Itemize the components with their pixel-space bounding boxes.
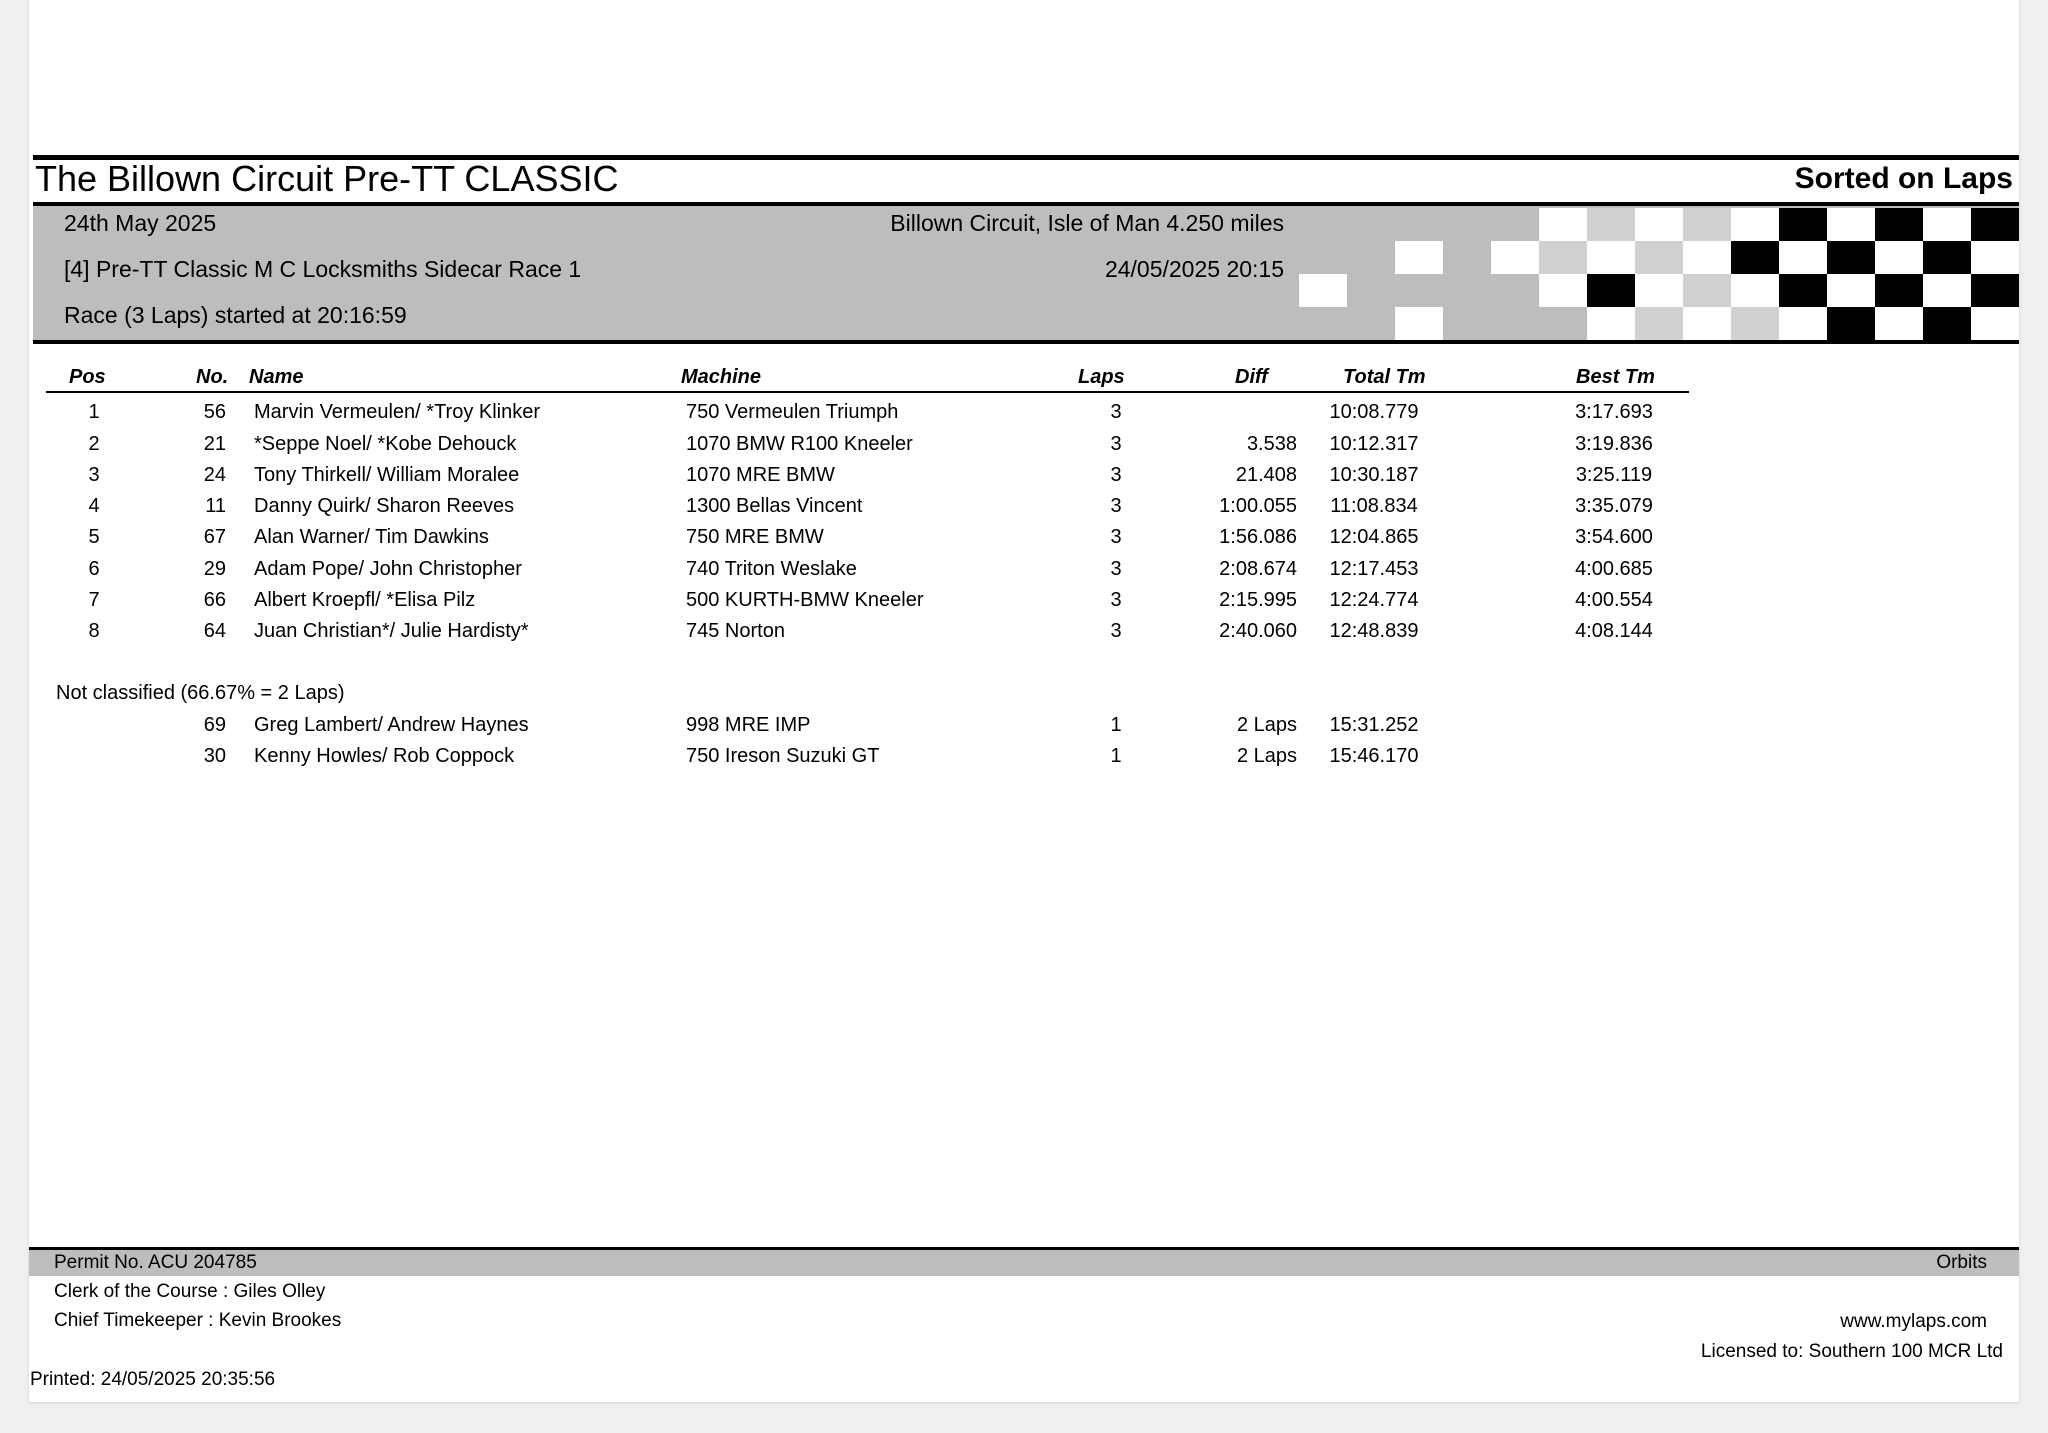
cell-total: 10:08.779 (1329, 401, 1419, 423)
flag-square (1731, 274, 1779, 307)
flag-square (1923, 208, 1971, 241)
col-header-no: No. (196, 366, 229, 388)
cell-pos: 8 (88, 620, 100, 642)
cell-total: 12:48.839 (1329, 620, 1419, 642)
cell-total: 10:12.317 (1329, 433, 1419, 455)
flag-square (1971, 307, 2019, 340)
flag-square (1827, 307, 1875, 340)
col-header-best: Best Tm (1576, 366, 1655, 388)
flag-square (1827, 208, 1875, 241)
flag-square (1683, 241, 1731, 274)
cell-no: 29 (203, 558, 226, 580)
cell-diff: 2 Laps (1236, 714, 1297, 736)
cell-machine: 750 Ireson Suzuki GT (686, 745, 880, 767)
cell-total: 10:30.187 (1329, 464, 1419, 486)
flag-square (1779, 307, 1827, 340)
flag-square (1731, 307, 1779, 340)
cell-pos: 5 (88, 526, 100, 548)
col-header-pos: Pos (69, 366, 106, 388)
cell-name: Juan Christian*/ Julie Hardisty* (254, 620, 529, 642)
cell-machine: 998 MRE IMP (686, 714, 811, 736)
result-row (29, 433, 1729, 464)
cell-laps: 3 (1110, 401, 1122, 423)
cell-no: 66 (203, 589, 226, 611)
result-row (29, 558, 1729, 589)
cell-best: 3:19.836 (1575, 433, 1653, 455)
col-header-machine: Machine (681, 366, 762, 388)
website-link[interactable]: www.mylaps.com (1840, 1311, 1987, 1332)
cell-laps: 1 (1110, 714, 1122, 736)
cell-laps: 3 (1110, 558, 1122, 580)
cell-pos: 7 (88, 589, 100, 611)
cell-machine: 1300 Bellas Vincent (686, 495, 863, 517)
cell-best: 3:17.693 (1575, 401, 1653, 423)
flag-square (1683, 274, 1731, 307)
flag-square (1635, 241, 1683, 274)
result-row (29, 589, 1729, 620)
cell-no: 30 (203, 745, 226, 767)
cell-name: Tony Thirkell/ William Moralee (254, 464, 520, 486)
flag-square (1299, 274, 1347, 307)
cell-laps: 3 (1110, 433, 1122, 455)
flag-square (1587, 208, 1635, 241)
flag-square (1683, 307, 1731, 340)
cell-laps: 3 (1110, 495, 1122, 517)
cell-diff: 2:08.674 (1219, 558, 1297, 580)
circuit-info: Billown Circuit, Isle of Man 4.250 miles (890, 210, 1284, 236)
flag-square (1779, 208, 1827, 241)
flag-square (1875, 241, 1923, 274)
cell-machine: 745 Norton (686, 620, 785, 642)
result-row (29, 620, 1729, 651)
race-name: [4] Pre-TT Classic M C Locksmiths Sidecar Race 1 (64, 256, 582, 282)
cell-best: 4:08.144 (1575, 620, 1653, 642)
flag-square (1635, 274, 1683, 307)
cell-diff: 2:15.995 (1219, 589, 1297, 611)
cell-machine: 740 Triton Weslake (686, 558, 857, 580)
race-datetime: 24/05/2025 20:15 (1104, 256, 1284, 282)
flag-square (1539, 208, 1587, 241)
col-header-name: Name (249, 366, 304, 388)
cell-total: 15:46.170 (1329, 745, 1419, 767)
clerk-of-course: Clerk of the Course : Giles Olley (54, 1281, 326, 1302)
permit-number: Permit No. ACU 204785 (54, 1252, 257, 1273)
flag-square (1827, 241, 1875, 274)
flag-square (1491, 241, 1539, 274)
checkered-flag-graphic (1299, 206, 2019, 340)
cell-laps: 3 (1110, 526, 1122, 548)
cell-pos: 1 (88, 401, 100, 423)
cell-diff: 1:56.086 (1219, 526, 1297, 548)
results-sheet (29, 0, 2019, 1402)
flag-square (1539, 274, 1587, 307)
cell-pos: 6 (88, 558, 100, 580)
footer-band (29, 1250, 2019, 1276)
cell-laps: 3 (1110, 589, 1122, 611)
col-header-total: Total Tm (1343, 366, 1426, 388)
cell-best: 4:00.554 (1575, 589, 1653, 611)
flag-square (1971, 274, 2019, 307)
cell-no: 69 (203, 714, 226, 736)
cell-best: 3:25.119 (1575, 464, 1653, 486)
cell-no: 24 (203, 464, 226, 486)
race-date: 24th May 2025 (64, 210, 217, 236)
flag-square (1395, 241, 1443, 274)
flag-square (1731, 241, 1779, 274)
cell-pos: 4 (88, 495, 100, 517)
not-classified-label: Not classified (66.67% = 2 Laps) (56, 682, 345, 704)
cell-no: 64 (203, 620, 226, 642)
flag-square (1971, 241, 2019, 274)
cell-total: 15:31.252 (1329, 714, 1419, 736)
cell-name: Albert Kroepfl/ *Elisa Pilz (254, 589, 476, 611)
cell-diff: 3.538 (1246, 433, 1297, 455)
flag-square (1587, 307, 1635, 340)
cell-best: 4:00.685 (1575, 558, 1653, 580)
result-row (29, 495, 1729, 526)
col-header-diff: Diff (1235, 366, 1268, 388)
cell-diff: 1:00.055 (1219, 495, 1297, 517)
flag-square (1875, 307, 1923, 340)
cell-name: *Seppe Noel/ *Kobe Dehouck (254, 433, 517, 455)
cell-name: Marvin Vermeulen/ *Troy Klinker (254, 401, 541, 423)
sort-label: Sorted on Laps (1794, 162, 2013, 195)
flag-square (1587, 274, 1635, 307)
licensed-to: Licensed to: Southern 100 MCR Ltd (1700, 1341, 2003, 1362)
flag-square (1923, 241, 1971, 274)
cell-laps: 3 (1110, 464, 1122, 486)
flag-square (1587, 241, 1635, 274)
not-classified-row (29, 714, 1729, 745)
cell-pos: 2 (88, 433, 100, 455)
flag-square (1779, 241, 1827, 274)
flag-square (1875, 274, 1923, 307)
cell-no: 11 (205, 495, 226, 517)
flag-square (1539, 241, 1587, 274)
cell-diff: 21.408 (1235, 464, 1297, 486)
cell-name: Danny Quirk/ Sharon Reeves (254, 495, 515, 517)
result-row (29, 401, 1729, 432)
header-underline (46, 391, 1689, 393)
cell-no: 67 (203, 526, 226, 548)
cell-no: 56 (203, 401, 226, 423)
cell-machine: 1070 MRE BMW (686, 464, 835, 486)
cell-diff: 2:40.060 (1219, 620, 1297, 642)
col-header-laps: Laps (1078, 366, 1125, 388)
flag-square (1923, 307, 1971, 340)
cell-pos: 3 (88, 464, 100, 486)
flag-square (1683, 208, 1731, 241)
header-bottom-rule (33, 340, 2019, 344)
cell-machine: 1070 BMW R100 Kneeler (686, 433, 913, 455)
cell-name: Adam Pope/ John Christopher (254, 558, 522, 580)
timing-system: Orbits (1936, 1252, 1987, 1273)
cell-total: 12:04.865 (1329, 526, 1419, 548)
cell-machine: 500 KURTH-BMW Kneeler (686, 589, 924, 611)
cell-machine: 750 MRE BMW (686, 526, 824, 548)
cell-no: 21 (203, 433, 226, 455)
cell-total: 11:08.834 (1330, 495, 1418, 517)
cell-machine: 750 Vermeulen Triumph (686, 401, 899, 423)
chief-timekeeper: Chief Timekeeper : Kevin Brookes (54, 1310, 342, 1331)
flag-square (1731, 208, 1779, 241)
printed-timestamp: Printed: 24/05/2025 20:35:56 (30, 1369, 276, 1390)
flag-square (1635, 307, 1683, 340)
cell-total: 12:24.774 (1329, 589, 1419, 611)
flag-square (1875, 208, 1923, 241)
cell-best: 3:35.079 (1575, 495, 1653, 517)
flag-square (1779, 274, 1827, 307)
flag-square (1923, 274, 1971, 307)
race-start-info: Race (3 Laps) started at 20:16:59 (64, 302, 407, 328)
cell-name: Alan Warner/ Tim Dawkins (254, 526, 489, 548)
flag-square (1827, 274, 1875, 307)
event-title: The Billown Circuit Pre-TT CLASSIC (35, 158, 619, 199)
not-classified-row (29, 745, 1729, 776)
flag-square (1971, 208, 2019, 241)
cell-diff: 2 Laps (1236, 745, 1297, 767)
cell-total: 12:17.453 (1329, 558, 1419, 580)
result-row (29, 464, 1729, 495)
flag-square (1635, 208, 1683, 241)
result-row (29, 526, 1729, 557)
cell-best: 3:54.600 (1575, 526, 1653, 548)
cell-laps: 1 (1110, 745, 1122, 767)
cell-name: Greg Lambert/ Andrew Haynes (254, 714, 529, 736)
flag-square (1395, 307, 1443, 340)
cell-laps: 3 (1110, 620, 1122, 642)
cell-name: Kenny Howles/ Rob Coppock (254, 745, 515, 767)
